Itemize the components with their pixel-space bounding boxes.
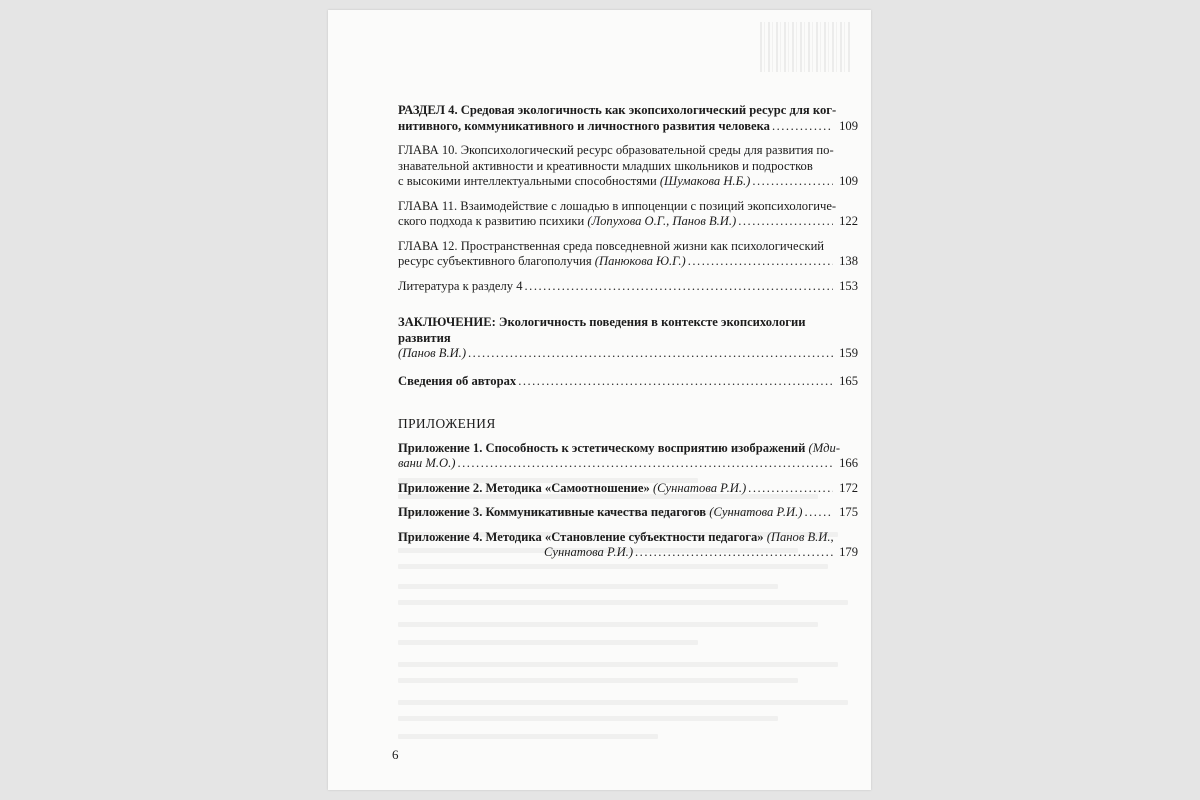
- entry-text: ЗАКЛЮЧЕНИЕ: Экологичность поведения в контексте экопсихологии развития: [398, 315, 806, 345]
- entry-text: ского подхода к развитию психики: [398, 214, 585, 228]
- page-ref: 172: [839, 480, 858, 495]
- toc-entry-appendix-1: [398, 441, 858, 472]
- page-ref: 138: [839, 254, 858, 268]
- page-ref: 109: [839, 118, 858, 133]
- toc-entry-literature-4: [398, 279, 858, 295]
- toc-entry-chapter-10: [398, 143, 858, 190]
- barcode-shadow: [760, 22, 852, 72]
- entry-text: ГЛАВА 12. Пространственная среда повседневной жизни как психологический: [398, 238, 825, 253]
- entry-author: (Лопухова О.Г., Панов В.И.): [587, 214, 737, 228]
- page-ref: 165: [839, 373, 858, 388]
- entry-text: нитивного, коммуникативного и личностного развития человека: [398, 118, 770, 133]
- entry-author: (Суннатова Р.И.): [652, 480, 747, 495]
- entry-text: Сведения об авторах: [398, 373, 517, 388]
- entry-text: Приложение 4. Методика «Становление субъектности педагога»: [398, 529, 764, 544]
- toc-entry-appendix-3: [398, 505, 858, 521]
- leader-dots: [804, 505, 833, 519]
- page-ref: 159: [839, 346, 858, 360]
- toc-entry-conclusion: [398, 315, 858, 362]
- table-of-contents: [398, 103, 858, 570]
- entry-text: ГЛАВА 11. Взаимодействие с лошадью в иппоценции с позиций экопсихологиче-: [398, 198, 837, 213]
- entry-text: ресурс субъективного благополучия: [398, 254, 592, 268]
- toc-entry-appendix-2: [398, 481, 858, 497]
- entry-author: (Панов В.И.,: [766, 529, 834, 544]
- entry-author: (Мди-: [808, 440, 841, 455]
- leader-dots: [748, 481, 833, 495]
- appendices-heading: ПРИЛОЖЕНИЯ: [398, 416, 496, 431]
- toc-entry-authors: [398, 374, 858, 390]
- toc-entry-section-4: [398, 103, 858, 134]
- leader-dots: [525, 279, 833, 293]
- document-page: [328, 10, 871, 790]
- entry-text: Приложение 2. Методика «Самоотношение»: [398, 480, 650, 495]
- leader-dots: [518, 374, 833, 388]
- entry-text: Приложение 3. Коммуникативные качества педагогов: [398, 505, 707, 519]
- page-ref: 153: [839, 278, 858, 293]
- leader-dots: [738, 214, 833, 228]
- toc-entry-appendix-4: [398, 530, 858, 561]
- toc-entry-chapter-12: [398, 239, 858, 270]
- leader-dots: [468, 346, 833, 360]
- leader-dots: [635, 545, 833, 559]
- page-ref: 179: [839, 545, 858, 559]
- entry-author: (Суннатова Р.И.): [709, 505, 803, 519]
- entry-text: с высокими интеллектуальными способностями: [398, 174, 657, 188]
- page-ref: 175: [839, 505, 858, 519]
- entry-text: Литература к разделу 4: [398, 278, 523, 293]
- leader-dots: [752, 174, 833, 188]
- page-ref: 166: [839, 456, 858, 470]
- leader-dots: [688, 254, 833, 268]
- entry-author: вани М.О.): [398, 456, 456, 470]
- toc-entry-chapter-11: [398, 199, 858, 230]
- entry-text: ГЛАВА 10. Экопсихологический ресурс образовательной среды для развития по-: [398, 143, 834, 157]
- entry-author: (Панов В.И.): [398, 346, 467, 360]
- entry-text: Приложение 1. Способность к эстетическому восприятию изображений: [398, 440, 806, 455]
- leader-dots: [772, 119, 833, 133]
- entry-author: (Панюкова Ю.Г.): [594, 254, 686, 268]
- page-ref: 109: [839, 174, 858, 188]
- page-number: 6: [392, 747, 399, 762]
- leader-dots: [457, 456, 833, 470]
- entry-author: (Шумакова Н.Б.): [659, 174, 751, 188]
- entry-text: знавательной активности и креативности младших школьников и подростков: [398, 158, 813, 173]
- page-ref: 122: [839, 214, 858, 228]
- entry-author: Суннатова Р.И.): [544, 545, 634, 559]
- entry-text: РАЗДЕЛ 4. Средовая экологичность как экопсихологический ресурс для ког-: [398, 103, 837, 117]
